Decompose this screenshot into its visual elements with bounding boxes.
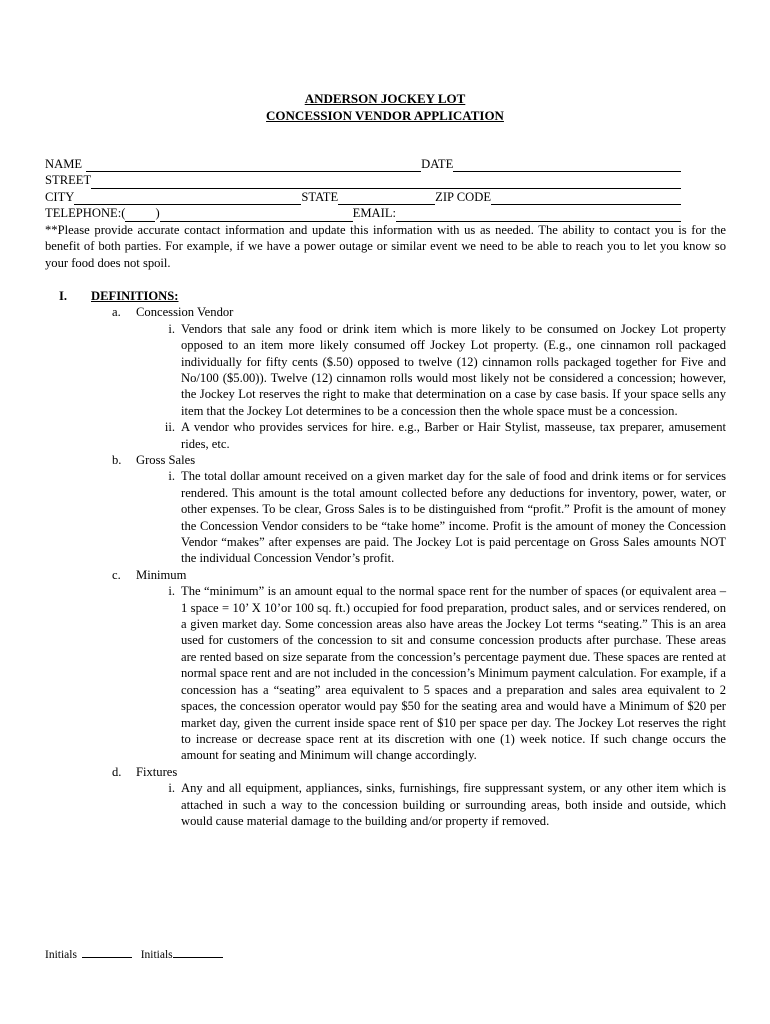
subsection-heading xyxy=(45,764,726,780)
telephone-field[interactable] xyxy=(160,208,353,222)
zip-field[interactable] xyxy=(491,191,681,205)
initials-label-2: Initials xyxy=(140,949,173,961)
name-row xyxy=(45,156,681,172)
item-numeral: ii. xyxy=(164,420,175,435)
initials-field-1[interactable] xyxy=(82,947,132,958)
section-number: I. xyxy=(59,289,68,303)
telephone-close: ) xyxy=(155,206,160,221)
initials-footer xyxy=(45,947,229,963)
item-numeral: i. xyxy=(168,584,175,599)
item-text: The total dollar amount received on a given market day for the sale of food and drink items or for services rendered. This amount is the total amount collected before any deductions for inventory, power, water, or other expenses. To be clear, Gross Sales is to be distinguished from “profit.” Profit is the amount of money the Concession Vendor considers to be “take home” income. Profit is the amount of money the Concession Vendor “makes” after expenses are paid. The Jockey Lot is paid percentage on Gross Sales amounts NOT the individual Concession Vendor’s profit. xyxy=(181,469,726,566)
subsection-title: Concession Vendor xyxy=(136,305,234,320)
street-field[interactable] xyxy=(91,175,681,189)
section-title: DEFINITIONS: xyxy=(91,289,179,303)
state-label: STATE xyxy=(301,189,339,204)
document-subtitle: CONCESSION VENDOR APPLICATION xyxy=(266,108,504,123)
item-text: Any and all equipment, appliances, sinks, furnishings, fire suppressant system, or any other item which is attached in such a way to the concession building or surrounding areas, both inside and outside, which would cause material damage to the building and/or property if removed. xyxy=(181,781,726,828)
definition-item xyxy=(45,780,726,829)
item-numeral: i. xyxy=(168,469,175,484)
street-label: STREET xyxy=(45,173,92,188)
contact-note: **Please provide accurate contact information and update this information with us as needed. The ability to contact you is for the benefit of both parties. For example, if we have a power outage or similar event we need to be able to reach you to let you know so your food does not spoil. xyxy=(45,223,726,270)
document-title: ANDERSON JOCKEY LOT xyxy=(304,91,466,106)
name-label: NAME xyxy=(45,156,83,171)
item-numeral: i. xyxy=(168,781,175,796)
subsection-heading xyxy=(45,304,726,320)
email-label: EMAIL: xyxy=(352,206,397,221)
section-heading xyxy=(45,288,726,304)
item-numeral: i. xyxy=(168,321,175,336)
definition-item xyxy=(45,583,726,763)
item-text: Vendors that sale any food or drink item which is more likely to be consumed on Jockey Lot property opposed to an item more likely consumed off Jockey Lot property. (E.g., one cinnamon roll packaged individually for fifty cents ($.50) opposed to twelve (12) cinnamon rolls packaged together for Five and No/100 ($5.00)). Twelve (12) cinnamon rolls would most likely not be considered a concession; however, the Jockey Lot reserves the right to make that determination on a case by case basis. If your space sells any item that the Jockey Lot determines to be a concession then the whole space must be a concession. xyxy=(181,321,726,418)
initials-field-2[interactable] xyxy=(173,947,223,958)
subsection-heading xyxy=(45,567,726,583)
telephone-label: TELEPHONE:( xyxy=(45,206,126,221)
definitions-section xyxy=(45,288,726,829)
zip-label: ZIP CODE xyxy=(435,189,492,204)
subsection-title: Gross Sales xyxy=(136,453,196,468)
subsection-title: Minimum xyxy=(136,567,187,582)
definition-item xyxy=(45,321,726,419)
item-text: A vendor who provides services for hire. e.g., Barber or Hair Stylist, masseuse, tax preparer, amusement rides, etc. xyxy=(181,420,726,451)
state-field[interactable] xyxy=(338,191,435,205)
subsection-title: Fixtures xyxy=(136,764,178,779)
email-field[interactable] xyxy=(396,208,681,222)
area-code-field[interactable] xyxy=(125,208,155,222)
city-label: CITY xyxy=(45,189,75,204)
name-field[interactable] xyxy=(86,158,421,172)
city-field[interactable] xyxy=(74,191,301,205)
street-row xyxy=(45,172,681,188)
contact-form xyxy=(45,156,681,222)
subsection-letter: b. xyxy=(112,453,122,468)
city-row xyxy=(45,189,681,205)
definition-item xyxy=(45,468,726,566)
telephone-row xyxy=(45,205,681,221)
date-label: DATE xyxy=(421,156,454,171)
definition-item xyxy=(45,419,726,452)
initials-label-1: Initials xyxy=(45,949,77,961)
date-field[interactable] xyxy=(453,158,681,172)
subsection-letter: a. xyxy=(112,305,121,320)
item-text: The “minimum” is an amount equal to the normal space rent for the number of spaces (or equivalent area – 1 space = 10’ X 10’or 100 sq. ft.) occupied for food preparation, product sales, and or services rendered, on a given market day. Some concession areas also have areas the Jockey Lot terms “seating.” This is an area used for customers of the concession to sit and consume concession products after purchase. These areas are rented based on size separate from the concession’s percentage payment due. These spaces are rented at normal space rent and are not included in the concession’s Minimum payment calculation. For example, if a concession has a “seating” area equivalent to 5 spaces and a preparation and sales area equivalent to 2 spaces, the concession operator would pay $50 for the seating area and would have a Minimum of $20 per market day, given the current inside space rent of $10 per space per day. The Jockey Lot reserves the right to increase or decrease space rent at its discretion with one (1) week notice. If such change occurs the amount for seating and Minimum will change accordingly. xyxy=(181,584,726,763)
subsection-heading xyxy=(45,452,726,468)
subsection-letter: d. xyxy=(112,764,122,779)
subsection-letter: c. xyxy=(112,567,121,582)
